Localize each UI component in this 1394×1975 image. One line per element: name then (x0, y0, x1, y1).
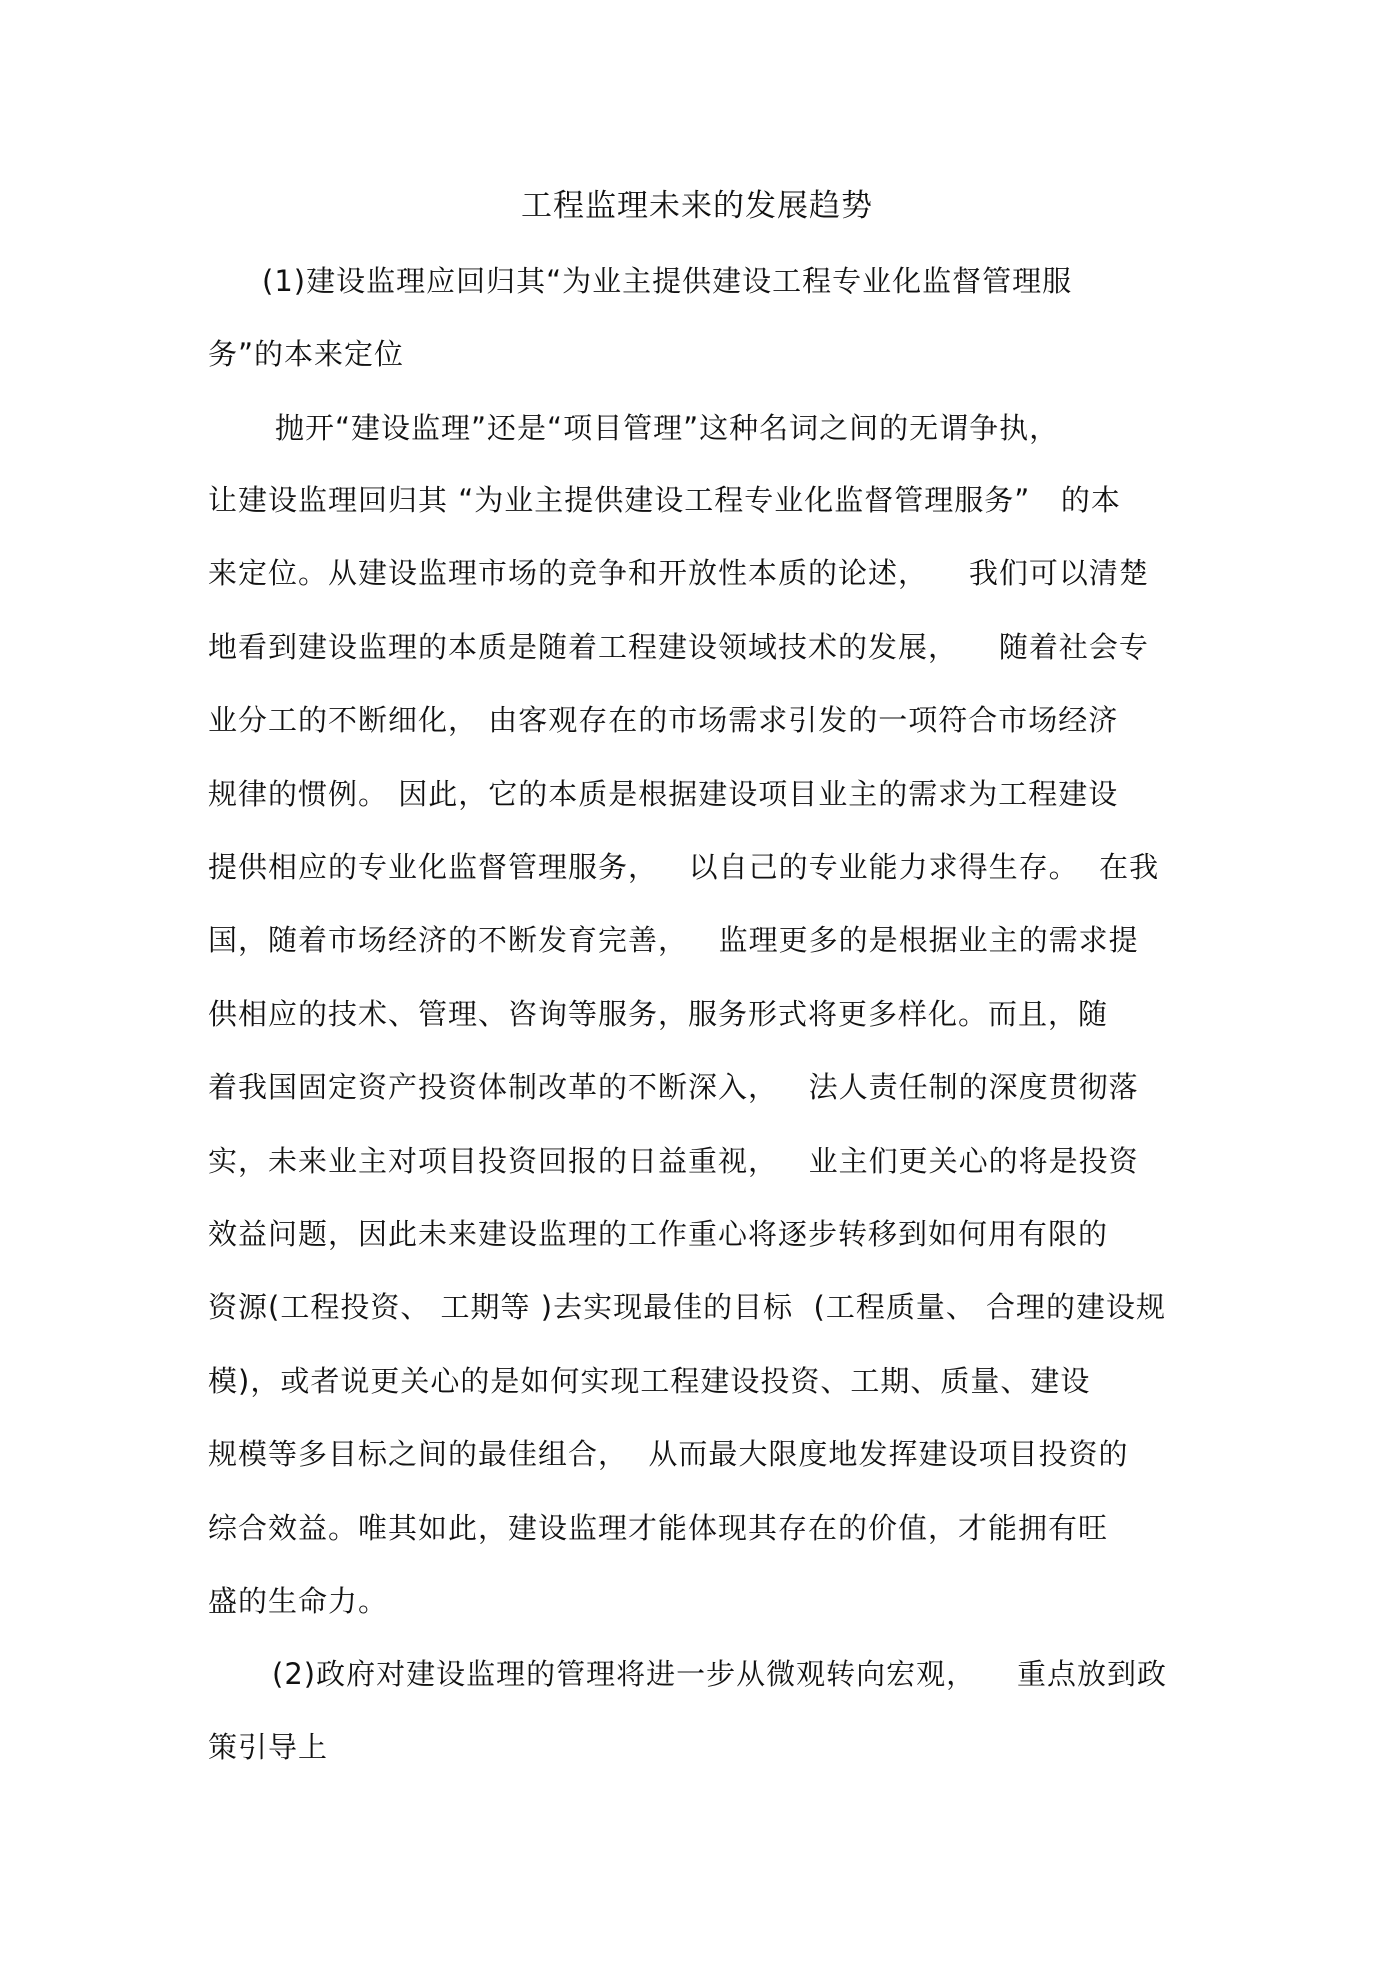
section-1-body-line-16: 综合效益。唯其如此，建设监理才能体现其存在的价值，才能拥有旺 (208, 1511, 1109, 1545)
section-1-heading-line-2: 务”的本来定位 (208, 337, 405, 371)
section-1-body-line-7: 提供相应的专业化监督管理服务， 以自己的专业能力求得生存。 在我 (208, 850, 1160, 884)
section-1-body-line-17: 盛的生命力。 (208, 1584, 389, 1618)
section-2-heading-line-2: 策引导上 (208, 1730, 329, 1764)
document-title: 工程监理未来的发展趋势 (521, 188, 873, 224)
section-1-heading-line-1: (1)建设监理应回归其“为业主提供建设工程专业化监督管理服 (262, 264, 1073, 298)
section-1-body-line-5: 业分工的不断细化， 由客观存在的市场需求引发的一项符合市场经济 (208, 703, 1119, 737)
section-1-body-line-8: 国，随着市场经济的不断发育完善， 监理更多的是根据业主的需求提 (208, 923, 1139, 957)
section-1-body-line-10: 着我国固定资产投资体制改革的不断深入， 法人责任制的深度贯彻落 (208, 1070, 1139, 1104)
section-1-body-line-6: 规律的惯例。 因此，它的本质是根据建设项目业主的需求为工程建设 (208, 777, 1119, 811)
section-2-heading-line-1: (2)政府对建设监理的管理将进一步从微观转向宏观， 重点放到政 (272, 1657, 1167, 1691)
section-1-body-line-14: 模)，或者说更关心的是如何实现工程建设投资、工期、质量、建设 (208, 1364, 1091, 1398)
section-1-body-line-13: 资源(工程投资、 工期等 )去实现最佳的目标 (工程质量、 合理的建设规 (208, 1290, 1167, 1324)
section-1-body-line-9: 供相应的技术、管理、咨询等服务，服务形式将更多样化。而且，随 (208, 997, 1109, 1031)
section-1-body-line-1: 抛开“建设监理”还是“项目管理”这种名词之间的无谓争执， (275, 411, 1060, 445)
section-1-body-line-4: 地看到建设监理的本质是随着工程建设领域技术的发展， 随着社会专 (208, 630, 1149, 664)
section-1-body-line-15: 规模等多目标之间的最佳组合， 从而最大限度地发挥建设项目投资的 (208, 1437, 1129, 1471)
section-1-body-line-3: 来定位。从建设监理市场的竞争和开放性本质的论述， 我们可以清楚 (208, 556, 1149, 590)
section-1-body-line-2: 让建设监理回归其 “为业主提供建设工程专业化监督管理服务” 的本 (208, 483, 1121, 517)
section-1-body-line-11: 实，未来业主对项目投资回报的日益重视， 业主们更关心的将是投资 (208, 1144, 1139, 1178)
section-1-body-line-12: 效益问题，因此未来建设监理的工作重心将逐步转移到如何用有限的 (208, 1217, 1109, 1251)
